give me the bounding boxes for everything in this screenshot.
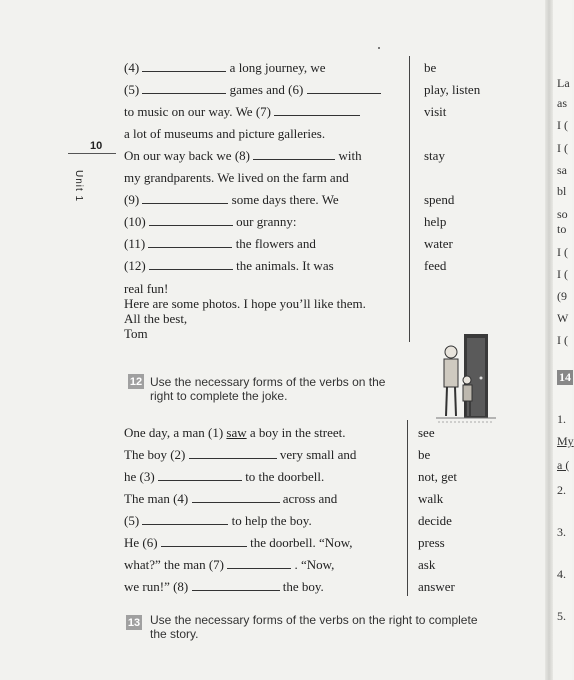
ex12-verb-ask: ask xyxy=(418,557,436,572)
verb-be: be xyxy=(424,60,437,75)
ex12-line-4: The man (4) across and xyxy=(124,491,338,506)
facing-line: 5. xyxy=(557,609,566,623)
facing-line: I ( xyxy=(557,118,568,132)
facing-line: a ( xyxy=(557,458,570,472)
letter-closing-2: Here are some photos. I hope you’ll like them. xyxy=(124,296,366,311)
exercise-12-instruction-1: Use the necessary forms of the verbs on the xyxy=(150,375,386,389)
facing-line: bl xyxy=(557,184,567,198)
letter-closing-1: real fun! xyxy=(124,281,169,296)
facing-line: I ( xyxy=(557,267,568,281)
facing-line: 3. xyxy=(557,525,566,539)
facing-line: I ( xyxy=(557,245,568,259)
letter-signature: Tom xyxy=(124,326,148,341)
ex12-line-3: he (3) to the doorbell. xyxy=(124,469,325,484)
ex12-line-7: what?” the man (7) . “Now, xyxy=(124,557,335,572)
ex11-line-grandparents: my grandparents. We lived on the farm and xyxy=(124,170,349,185)
facing-line: I ( xyxy=(557,141,568,155)
ex12-verb-walk: walk xyxy=(418,491,444,506)
verb-stay: stay xyxy=(424,148,445,163)
ex12-verb-decide: decide xyxy=(418,513,452,528)
ex12-line-6: He (6) the doorbell. “Now, xyxy=(124,535,353,550)
verb-spend: spend xyxy=(424,192,455,207)
facing-line: as xyxy=(557,96,567,110)
ex12-verb-press: press xyxy=(418,535,445,550)
letter-closing-3: All the best, xyxy=(124,311,188,326)
verb-play-listen: play, listen xyxy=(424,82,481,97)
facing-line: 4. xyxy=(557,567,566,581)
facing-line: so xyxy=(557,207,568,221)
page-number-rule xyxy=(68,153,116,154)
facing-line: to xyxy=(557,222,567,236)
ex12-line-1: One day, a man (1) saw a boy in the street. xyxy=(124,425,346,440)
verb-water: water xyxy=(424,236,453,251)
ex11-line-7: to music on our way. We (7) xyxy=(124,104,360,120)
facing-line: La xyxy=(557,76,570,90)
ex12-line-2: The boy (2) very small and xyxy=(124,447,357,462)
exercise-12-badge: 12 xyxy=(129,375,143,388)
man-and-boy-illustration xyxy=(436,330,498,428)
verb-help: help xyxy=(424,214,447,229)
facing-line: (9 xyxy=(557,289,567,303)
ex11-line-5: (5) games and (6) xyxy=(124,82,381,98)
exercise-12-instruction-2: right to complete the joke. xyxy=(150,389,288,403)
ex11-line-museums: a lot of museums and picture galleries. xyxy=(124,126,326,141)
ex12-verb-divider xyxy=(407,420,408,596)
unit-label: Unit 1 xyxy=(73,170,84,203)
verb-column-divider xyxy=(409,56,410,342)
ex11-line-10: (10) our granny: xyxy=(124,214,297,229)
verb-feed: feed xyxy=(424,258,447,273)
ex12-line-5: (5) to help the boy. xyxy=(124,513,312,528)
ex12-line-8: we run!” (8) the boy. xyxy=(124,579,324,594)
ex12-verb-not-get: not, get xyxy=(418,469,457,484)
ex11-line-8: On our way back we (8) with xyxy=(124,148,362,163)
facing-page-edge xyxy=(553,0,572,680)
speck xyxy=(378,47,380,49)
facing-exercise-badge: 14 xyxy=(559,370,571,384)
ex12-answer-1: saw xyxy=(226,425,247,440)
ex12-verb-answer: answer xyxy=(418,579,455,594)
ex12-verb-see: see xyxy=(418,425,435,440)
verb-visit: visit xyxy=(424,104,447,119)
book-gutter xyxy=(545,0,553,680)
facing-line: I ( xyxy=(557,333,568,347)
ex11-line-4: (4) a long journey, we xyxy=(124,60,326,75)
ex11-line-12: (12) the animals. It was xyxy=(124,258,334,273)
ex11-line-9: (9) some days there. We xyxy=(124,192,339,207)
facing-line: 2. xyxy=(557,483,566,497)
page-number: 10 xyxy=(90,140,103,152)
ex11-line-11: (11) the flowers and xyxy=(124,236,316,251)
facing-line: W xyxy=(557,311,569,325)
ex12-verb-be: be xyxy=(418,447,431,462)
facing-line: My xyxy=(557,434,574,448)
facing-line: sa xyxy=(557,163,567,177)
exercise-13-instruction-1: Use the necessary forms of the verbs on the right to complete xyxy=(150,613,478,627)
exercise-13-instruction-2: the story. xyxy=(150,627,199,641)
exercise-13-badge: 13 xyxy=(127,616,141,629)
facing-line: 1. xyxy=(557,412,566,426)
